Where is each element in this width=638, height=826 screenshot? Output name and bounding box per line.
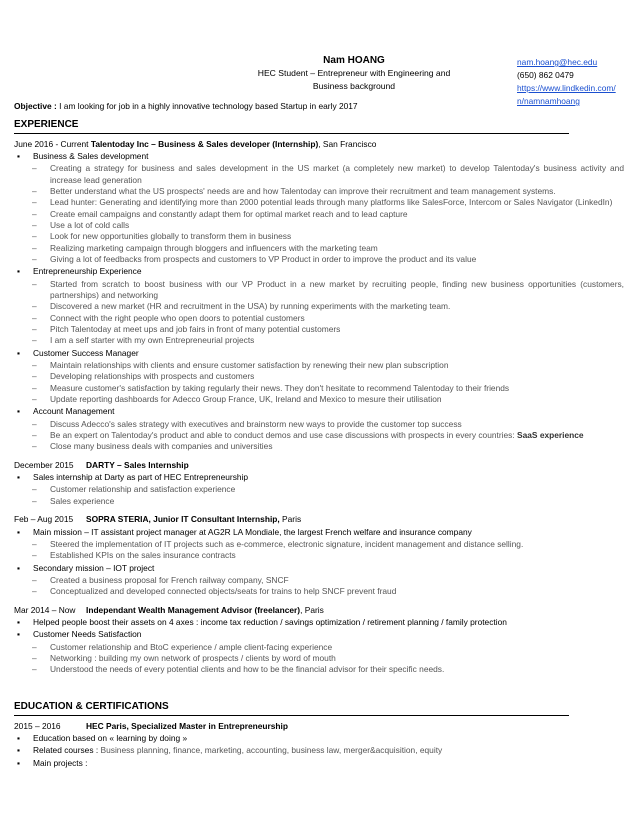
dash-icon: – — [32, 441, 37, 452]
resume-header — [204, 54, 504, 93]
bullet-text: Helped people boost their assets on 4 axes : income tax reduction / savings optimization / retirement planning / family protection — [33, 616, 507, 627]
sub-item — [14, 539, 624, 550]
education-date: 2015 – 2016 — [14, 720, 61, 731]
sub-item — [14, 484, 624, 495]
sub-item-text: Lead hunter: Generating and identifying more than 2000 potential leads through many platforms like SalesForce, Intercom or Sales Navigator (LinkedIn) — [50, 197, 613, 208]
dash-icon: – — [32, 185, 37, 196]
bullet-icon: ▪ — [17, 406, 20, 417]
sub-item-text: Be an expert on Talentoday's product and able to conduct demos and use case discussions with prospects in every countries: — [50, 430, 515, 441]
sub-item-text: Networking : building my own network of prospects / clients by word of mouth — [50, 652, 336, 663]
role-company: SOPRA STERIA, Junior IT Consultant Internship, — [86, 514, 280, 525]
sub-item-text: Creating a strategy for business and sales development in the US market (a completely new market) to develop Talentoday's business activity and increase lead generation — [50, 163, 624, 185]
sub-item — [14, 197, 624, 208]
sub-item — [14, 441, 624, 452]
dash-icon: – — [32, 418, 37, 429]
sub-item-text: Create email campaigns and constantly adapt them for optimal market reach and to lead capture — [50, 208, 408, 219]
bullet-text: Business & Sales development — [33, 150, 149, 161]
bullet-text: Customer Needs Satisfaction — [33, 629, 142, 640]
bullet-item — [14, 745, 624, 756]
bullet-icon: ▪ — [17, 757, 20, 768]
dash-icon: – — [32, 550, 37, 561]
sub-item-text: Measure customer's satisfaction by taking regularly their news. They don't hesitate to recommend Talentoday to their friends — [50, 382, 510, 393]
bullet-text: Related courses : — [33, 745, 99, 756]
bullet-icon: ▪ — [17, 266, 20, 277]
bullet-icon: ▪ — [17, 629, 20, 640]
header-subtitle-line-2: Business background — [312, 81, 396, 91]
sub-item-text: Realizing marketing campaign through bloggers and influencers with the marketing team — [50, 242, 378, 253]
dash-icon: – — [32, 495, 37, 506]
sub-item — [14, 394, 624, 405]
objective-label: Objective : — [14, 101, 57, 111]
wealth-role — [14, 605, 624, 616]
sub-item-text: Connect with the right people who open doors to potential customers — [50, 312, 305, 323]
dash-icon: – — [32, 664, 37, 675]
dash-icon: – — [32, 208, 37, 219]
sub-item — [14, 383, 624, 394]
sub-item — [14, 254, 624, 265]
sub-item — [14, 664, 624, 675]
sub-item — [14, 653, 624, 664]
dash-icon: – — [32, 574, 37, 585]
role-company: Talentoday Inc – Business & Sales developer (Internship) — [90, 138, 319, 149]
dash-icon: – — [32, 641, 37, 652]
sub-item-text: Giving a lot of feedbacks from prospects and customers to VP Product in order to improve the product and its value — [50, 253, 477, 264]
sopra-role — [14, 514, 624, 525]
dash-icon: – — [32, 538, 37, 549]
dash-icon: – — [32, 163, 37, 174]
dash-icon: – — [32, 484, 37, 495]
sub-item-text: Conceptualized and developed connected objects/seats for trains to help SNCF prevent fraud — [50, 586, 397, 597]
education-school: HEC Paris, Specialized Master in Entrepreneurship — [86, 720, 288, 731]
objective-text: I am looking for job in a highly innovative technology based Startup in early 2017 — [59, 101, 358, 111]
bullet-icon: ▪ — [17, 562, 20, 573]
role-date: June 2016 - Current — [14, 138, 89, 149]
sub-item-text: Created a business proposal for French railway company, SNCF — [50, 574, 289, 585]
bullet-item — [14, 758, 624, 769]
dash-icon: – — [32, 360, 37, 371]
bullet-text: Customer Success Manager — [33, 347, 139, 358]
sub-item — [14, 642, 624, 653]
sub-item — [14, 163, 624, 186]
dash-icon: – — [32, 278, 37, 289]
phone-number: (650) 862 0479 — [517, 70, 574, 80]
bullet-icon: ▪ — [17, 150, 20, 161]
talentoday-role — [14, 139, 624, 150]
bullet-text: Entrepreneurship Experience — [33, 266, 142, 277]
role-location: , Paris — [300, 604, 324, 615]
bullet-item — [14, 527, 624, 538]
role-date: December 2015 — [14, 459, 74, 470]
role-company: DARTY – Sales Internship — [86, 459, 189, 470]
sub-item — [14, 550, 624, 561]
sub-item-text: Pitch Talentoday at meet ups and job fairs in front of many potential customers — [50, 324, 341, 334]
bullet-item — [14, 733, 624, 744]
header-subtitle-line-1: HEC Student – Entrepreneur with Engineering and — [257, 68, 451, 78]
experience-heading: EXPERIENCE — [14, 118, 569, 134]
role-date: Feb – Aug 2015 — [14, 514, 74, 525]
sub-item-text: Developing relationships with prospects and customers — [50, 371, 255, 382]
sub-item-text: Update reporting dashboards for Adecco Group France, UK, Ireland and Mexico to mesure their utilisation — [50, 394, 442, 405]
bullet-text: Main mission – IT assistant project manager at AG2R LA Mondiale, the largest French welfare and insurance company — [33, 526, 472, 537]
objective-line — [14, 101, 358, 112]
sub-item — [14, 231, 624, 242]
dash-icon: – — [32, 335, 37, 346]
role-location: Paris — [279, 514, 302, 525]
linkedin-link-line-1[interactable]: https://www.lindkedin.com/ — [517, 83, 616, 93]
sub-item — [14, 313, 624, 324]
bullet-icon: ▪ — [17, 347, 20, 358]
bullet-item — [14, 151, 624, 162]
sub-item-text: Customer relationship and satisfaction experience — [50, 484, 236, 495]
bullet-item — [14, 406, 624, 417]
person-name: Nam HOANG — [323, 55, 385, 66]
sub-item — [14, 419, 624, 430]
darty-role — [14, 460, 624, 471]
hec-education — [14, 721, 624, 732]
bullet-item — [14, 617, 624, 628]
bullet-item — [14, 629, 624, 640]
sub-item — [14, 243, 624, 254]
bullet-icon: ▪ — [17, 745, 20, 756]
sub-item — [14, 371, 624, 382]
sub-item-text: Steered the implementation of IT projects such as e-commerce, electronic signature, incident management and distance selling. — [50, 538, 524, 549]
bullet-text: Education based on « learning by doing » — [33, 732, 188, 743]
contact-block — [517, 56, 638, 108]
sub-item-text: Discovered a new market (HR and recruitment in the USA) by running experiments with the marketing team. — [50, 301, 451, 312]
education-section — [14, 700, 624, 770]
dash-icon: – — [32, 242, 37, 253]
dash-icon: – — [32, 371, 37, 382]
linkedin-link-line-2[interactable]: n/namnamhoang — [517, 96, 580, 106]
sub-item-text: Sales experience — [50, 495, 115, 506]
education-heading: EDUCATION & CERTIFICATIONS — [14, 700, 569, 716]
sub-item — [14, 430, 624, 441]
sub-item — [14, 301, 624, 312]
sub-item-text: Use a lot of cold calls — [50, 219, 130, 230]
sub-item — [14, 324, 624, 335]
bullet-text: Sales internship at Darty as part of HEC Entrepreneurship — [33, 472, 249, 483]
sub-item-text: Better understand what the US prospects' needs are and how Talentoday can improve their recruitment and team management systems. — [50, 185, 556, 196]
sub-item-text: Understood the needs of every potential clients and how to be the financial advisor for their specific needs. — [50, 664, 445, 675]
bullet-text: Main projects : — [33, 757, 88, 768]
dash-icon: – — [32, 312, 37, 323]
dash-icon: – — [32, 197, 37, 208]
sub-item-text: Discuss Adecco's sales strategy with executives and brainstorm new ways to provide the customer top success — [50, 418, 462, 429]
bullet-icon: ▪ — [17, 526, 20, 537]
dash-icon: – — [32, 253, 37, 264]
bullet-item — [14, 472, 624, 483]
sub-item — [14, 186, 624, 197]
sub-item-text: Maintain relationships with clients and ensure customer satisfaction by renewing their new plan subscription — [50, 360, 449, 371]
email-link[interactable]: nam.hoang@hec.edu — [517, 57, 598, 67]
sub-item-text: Close many business deals with companies and universities — [50, 441, 273, 452]
dash-icon: – — [32, 652, 37, 663]
dash-icon: – — [32, 394, 37, 405]
sub-item — [14, 279, 624, 302]
dash-icon: – — [32, 301, 37, 312]
sub-item — [14, 220, 624, 231]
dash-icon: – — [32, 324, 37, 334]
sub-item-text: Look for new opportunities globally to transform them in business — [50, 231, 292, 242]
sub-item-text: Started from scratch to boost business with our VP Product in a new market by recruiting people, finding new business opportunities (customers, partnerships) and networking — [50, 278, 624, 300]
dash-icon: – — [32, 231, 37, 242]
sub-item — [14, 335, 624, 346]
bullet-text: Account Management — [33, 406, 115, 417]
bullet-icon: ▪ — [17, 732, 20, 743]
dash-icon: – — [32, 586, 37, 597]
related-courses-text: Business planning, finance, marketing, accounting, business law, merger&acquisition, equity — [98, 745, 443, 756]
bullet-icon: ▪ — [17, 616, 20, 627]
role-location: , San Francisco — [318, 138, 377, 149]
role-date: Mar 2014 – Now — [14, 604, 76, 615]
role-company: Independant Wealth Management Advisor (freelancer) — [86, 604, 301, 615]
sub-item-text: I am a self starter with my own Entrepreneurial projects — [50, 335, 255, 346]
bullet-item — [14, 563, 624, 574]
bullet-item — [14, 348, 624, 359]
sub-item — [14, 496, 624, 507]
sub-item — [14, 360, 624, 371]
sub-item — [14, 575, 624, 586]
bullet-text: Secondary mission – IOT project — [33, 562, 155, 573]
saas-experience-highlight: SaaS experience — [514, 430, 584, 441]
experience-section — [14, 118, 624, 676]
sub-item-text: Established KPIs on the sales insurance contracts — [50, 550, 236, 561]
bullet-icon: ▪ — [17, 472, 20, 483]
sub-item — [14, 586, 624, 597]
bullet-item — [14, 266, 624, 277]
dash-icon: – — [32, 219, 37, 230]
dash-icon: – — [32, 430, 37, 441]
dash-icon: – — [32, 382, 37, 393]
sub-item-text: Customer relationship and BtoC experience / ample client-facing experience — [50, 641, 333, 652]
sub-item — [14, 209, 624, 220]
